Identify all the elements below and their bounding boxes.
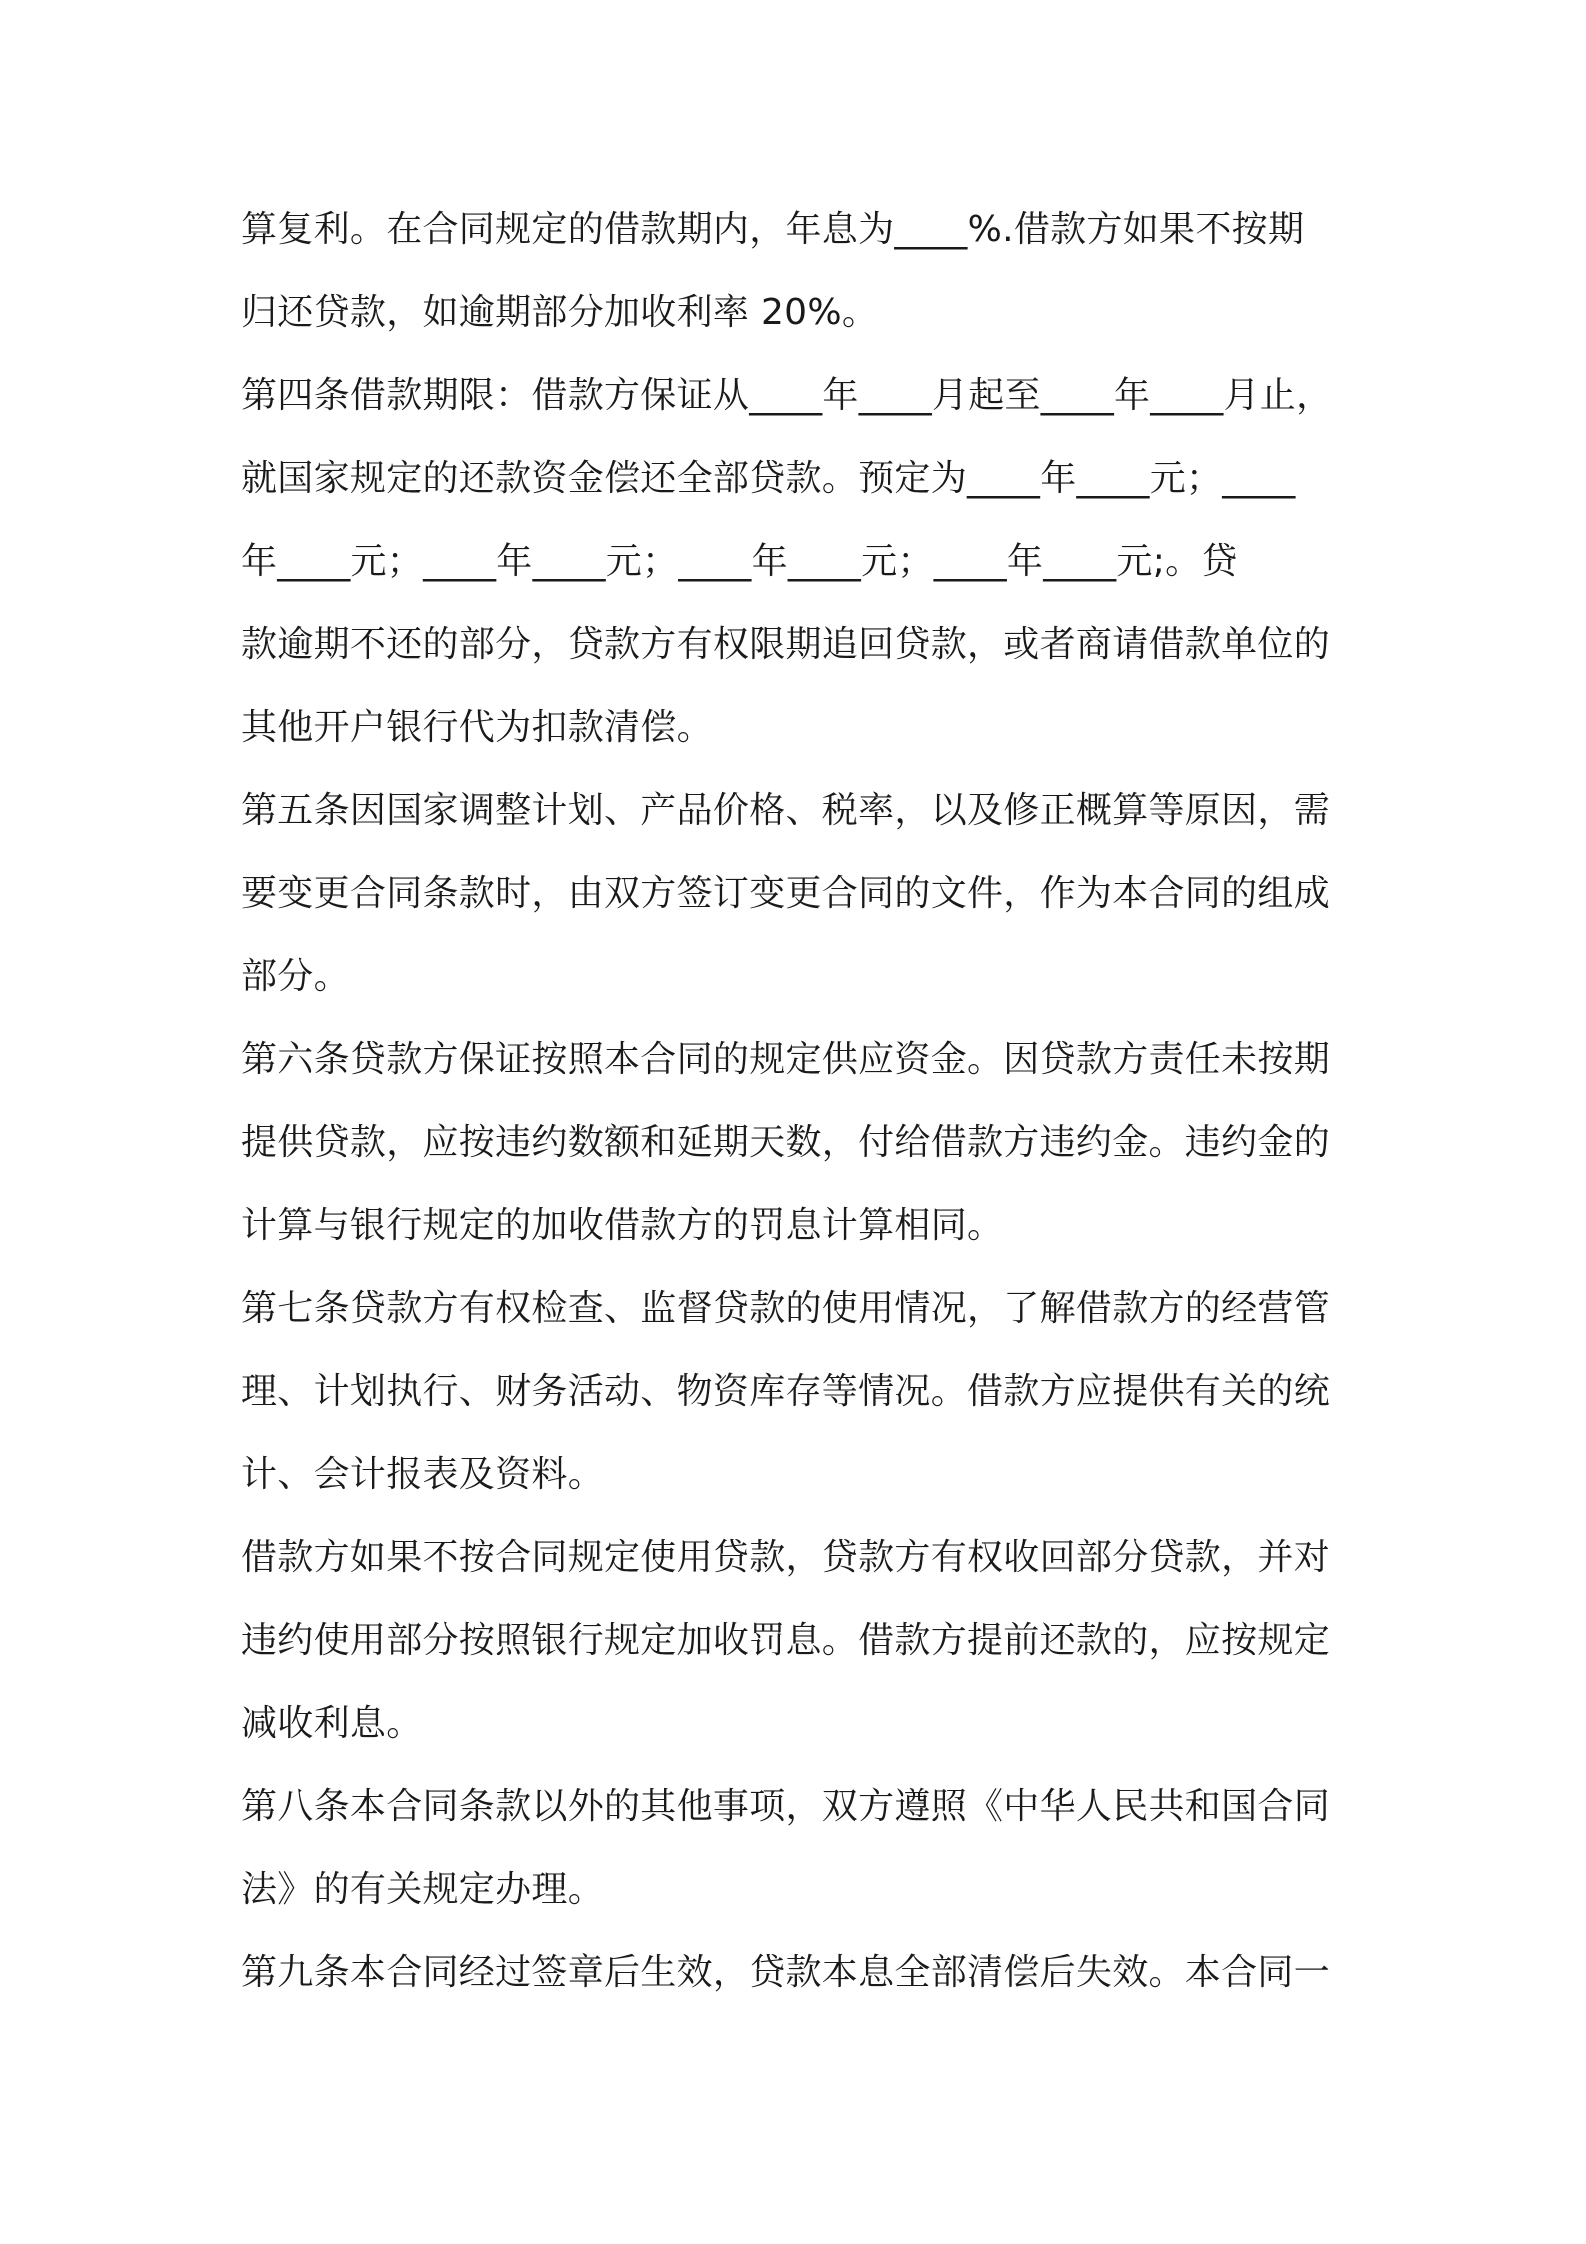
text-line: 款逾期不还的部分，贷款方有权限期追回贷款，或者商请借款单位的 xyxy=(241,624,1331,665)
text-line: 算复利。在合同规定的借款期内，年息为____%.借款方如果不按期 xyxy=(241,209,1305,250)
text-line: 第四条借款期限：借款方保证从____年____月起至____年____月止， xyxy=(241,375,1333,416)
text-line: 理、计划执行、财务活动、物资库存等情况。借款方应提供有关的统 xyxy=(241,1371,1331,1412)
text-line: 借款方如果不按合同规定使用贷款，贷款方有权收回部分贷款，并对 xyxy=(241,1537,1331,1578)
text-line: 提供贷款，应按违约数额和延期天数，付给借款方违约金。违约金的 xyxy=(241,1122,1331,1163)
text-line: 第六条贷款方保证按照本合同的规定供应资金。因贷款方责任未按期 xyxy=(241,1039,1331,1080)
text-line: 违约使用部分按照银行规定加收罚息。借款方提前还款的，应按规定 xyxy=(241,1620,1331,1661)
contract-body-text xyxy=(241,188,1361,2014)
text-line: 归还贷款，如逾期部分加收利率 20%。 xyxy=(241,292,879,333)
text-line: 第八条本合同条款以外的其他事项，双方遵照《中华人民共和国合同 xyxy=(241,1786,1331,1827)
text-line: 减收利息。 xyxy=(241,1703,423,1744)
text-line: 其他开户银行代为扣款清偿。 xyxy=(241,707,713,748)
text-line: 法》的有关规定办理。 xyxy=(241,1869,605,1910)
text-line: 计、会计报表及资料。 xyxy=(241,1454,605,1495)
text-line: 第五条因国家调整计划、产品价格、税率，以及修正概算等原因，需 xyxy=(241,790,1331,831)
text-line: 要变更合同条款时，由双方签订变更合同的文件，作为本合同的组成 xyxy=(241,873,1331,914)
text-line: 年____元；____年____元；____年____元；____年____元;。贷 xyxy=(241,541,1238,582)
text-line: 部分。 xyxy=(241,956,350,997)
text-line: 计算与银行规定的加收借款方的罚息计算相同。 xyxy=(241,1205,1004,1246)
text-line: 就国家规定的还款资金偿还全部贷款。预定为____年____元；____ xyxy=(241,458,1296,499)
text-line: 第七条贷款方有权检查、监督贷款的使用情况，了解借款方的经营管 xyxy=(241,1288,1331,1329)
text-line: 第九条本合同经过签章后生效，贷款本息全部清偿后失效。本合同一 xyxy=(241,1952,1331,1993)
